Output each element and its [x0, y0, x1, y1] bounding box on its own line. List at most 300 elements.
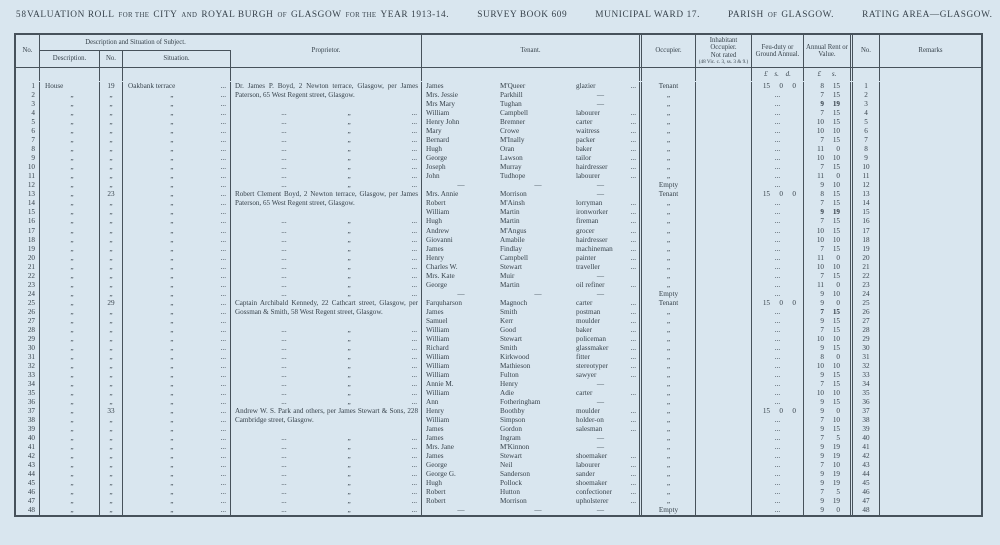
cell-remarks [880, 236, 981, 245]
cell-annual-rent [804, 199, 853, 208]
cell-annual-rent [804, 488, 853, 497]
cell-row-no: 19 [16, 245, 40, 254]
cell-situation [123, 227, 231, 236]
tenant-given-name: John [426, 172, 440, 181]
tenant-surname: Gordon [500, 424, 522, 433]
situation-text: „ [170, 379, 174, 388]
tenant-occupation: hairdresser [576, 235, 608, 244]
table-row [16, 118, 981, 127]
cell-proprietor [231, 479, 422, 488]
cell-annual-rent [804, 217, 853, 226]
cell-row-no: 4 [16, 109, 40, 118]
cell-occupier: „ [642, 254, 696, 263]
cell-situation [123, 100, 231, 109]
cell-proprietor [231, 461, 422, 470]
feu-duty-dots: ... [774, 172, 781, 181]
situation-text: „ [170, 478, 174, 487]
proprietor-ditto [231, 371, 421, 380]
cell-remarks [880, 136, 981, 145]
proprietor-dots: ... [411, 478, 417, 487]
situation-text: „ [170, 415, 174, 424]
cell-street-no: „ [100, 434, 123, 443]
feu-duty-dots: ... [774, 208, 781, 217]
cell-feu-duty [752, 389, 804, 398]
table-header-row [16, 35, 981, 68]
feu-duty-dots: ... [774, 262, 781, 271]
proprietor-ditto [231, 389, 421, 398]
feu-duty-dots: ... [774, 343, 781, 352]
tenant-given-name: James [426, 433, 444, 442]
annual-rent-value: 15 [832, 190, 840, 199]
annual-rent-value: 7 [820, 325, 824, 334]
inhabitant-line1: Inhabitant Occupier. [709, 37, 738, 52]
tenant-dots: ... [630, 298, 636, 307]
cell-occupier: Tenant [642, 190, 696, 199]
cell-description [40, 118, 100, 127]
cell-row-no: 9 [16, 154, 40, 163]
valuation-table [14, 33, 983, 517]
cell-annual-rent [804, 353, 853, 362]
cell-feu-duty [752, 208, 804, 217]
description-text: „ [70, 271, 74, 280]
cell-description [40, 335, 100, 344]
cell-row-no: 27 [16, 317, 40, 326]
feu-duty-dots: ... [774, 424, 781, 433]
cell-no-right: 43 [853, 461, 880, 470]
cell-proprietor [231, 172, 422, 181]
description-text: „ [70, 316, 74, 325]
annual-rent-value: 10 [832, 262, 840, 271]
cell-annual-rent [804, 281, 853, 290]
cell-description [40, 290, 100, 299]
cell-tenant [422, 497, 642, 506]
tenant-surname: Fulton [500, 370, 519, 379]
tenant-occupation: — [596, 505, 605, 514]
cell-annual-rent [804, 109, 853, 118]
annual-rent-value: 15 [832, 217, 840, 226]
tenant-dots: ... [630, 235, 636, 244]
cell-annual-rent [804, 380, 853, 389]
annual-rent-value: 9 [820, 298, 824, 307]
proprietor-ditto [231, 443, 421, 452]
proprietor-ditto [231, 479, 421, 488]
cell-proprietor [231, 380, 422, 389]
cell-proprietor [231, 163, 422, 172]
tenant-occupation: holder-on [576, 415, 604, 424]
tenant-dots [625, 443, 639, 452]
annual-rent-value: 15 [832, 118, 840, 127]
cell-situation [123, 371, 231, 380]
description-text: „ [70, 208, 74, 217]
annual-rent-value: 9 [820, 451, 824, 460]
cell-no-right: 37 [853, 407, 880, 416]
proprietor-dots: ... [281, 172, 287, 181]
feu-duty-dots: ... [774, 226, 781, 235]
annual-rent-value: 10 [832, 127, 840, 136]
cell-inhabitant-occupier [696, 326, 752, 335]
table-row [16, 497, 981, 506]
feu-duty-dots: ... [774, 451, 781, 460]
col-header-description-group [40, 35, 231, 67]
annual-rent-value: 7 [820, 487, 824, 496]
situation-dots: ... [220, 478, 226, 487]
cell-annual-rent [804, 245, 853, 254]
proprietor-dots: ... [281, 136, 287, 145]
tenant-surname: M'Kinnon [500, 442, 530, 451]
cell-occupier: Tenant [642, 82, 696, 91]
situation-dots: ... [220, 334, 226, 343]
situation-dots: ... [220, 154, 226, 163]
situation-text: „ [170, 406, 174, 415]
annual-rent-value: 0 [836, 253, 840, 262]
proprietor-dots: ... [281, 469, 287, 478]
units-spacer [696, 68, 752, 81]
cell-feu-duty [752, 461, 804, 470]
tenant-occupation: sawyer [576, 370, 597, 379]
cell-row-no: 31 [16, 353, 40, 362]
cell-feu-duty [752, 479, 804, 488]
cell-tenant [422, 308, 642, 317]
cell-row-no: 33 [16, 371, 40, 380]
cell-remarks [880, 263, 981, 272]
tenant-dots: ... [630, 208, 636, 217]
description-text: „ [70, 118, 74, 127]
cell-inhabitant-occupier [696, 497, 752, 506]
cell-tenant [422, 506, 642, 515]
tenant-occupation: salesman [576, 424, 603, 433]
proprietor-dots: ... [281, 253, 287, 262]
table-row [16, 236, 981, 245]
feu-duty-dots: ... [774, 118, 781, 127]
proprietor-ditto [231, 254, 421, 263]
cell-annual-rent [804, 190, 853, 199]
tenant-dots: ... [630, 460, 636, 469]
cell-remarks [880, 371, 981, 380]
description-text: „ [70, 235, 74, 244]
cell-inhabitant-occupier [696, 344, 752, 353]
cell-situation [123, 154, 231, 163]
cell-tenant [422, 217, 642, 226]
annual-rent-value: 9 [820, 100, 824, 109]
cell-inhabitant-occupier [696, 118, 752, 127]
cell-no-right: 41 [853, 443, 880, 452]
cell-tenant [422, 443, 642, 452]
tenant-dots: ... [630, 199, 636, 208]
cell-street-no: „ [100, 236, 123, 245]
situation-dots: ... [220, 127, 226, 136]
cell-tenant [422, 199, 642, 208]
cell-description [40, 344, 100, 353]
cell-proprietor [231, 406, 422, 424]
tenant-dots: ... [630, 469, 636, 478]
situation-dots: ... [220, 118, 226, 127]
cell-description [40, 461, 100, 470]
tenant-dots: ... [630, 451, 636, 460]
proprietor-dots: ... [411, 397, 417, 406]
cell-no-right: 3 [853, 100, 880, 109]
cell-description [40, 380, 100, 389]
cell-street-no: „ [100, 335, 123, 344]
tenant-occupation: baker [576, 145, 592, 154]
cell-row-no: 24 [16, 290, 40, 299]
tenant-occupation: — [596, 100, 605, 109]
title-segment: YEAR 1913-14. [380, 10, 450, 20]
tenant-occupation: hairdresser [576, 163, 608, 172]
description-text: „ [70, 298, 74, 307]
cell-row-no: 36 [16, 398, 40, 407]
tenant-occupation: baker [576, 325, 592, 334]
cell-inhabitant-occupier [696, 91, 752, 100]
annual-rent-value: 19 [832, 100, 840, 109]
cell-remarks [880, 344, 981, 353]
cell-row-no: 47 [16, 497, 40, 506]
proprietor-ditto [231, 461, 421, 470]
annual-rent-value: 15 [832, 82, 840, 91]
cell-no-right: 22 [853, 272, 880, 281]
annual-rent-value: 8 [820, 82, 824, 91]
proprietor-dots: ... [281, 334, 287, 343]
proprietor-dots: ... [281, 352, 287, 361]
tenant-dots: ... [630, 244, 636, 253]
table-row [16, 308, 981, 317]
tenant-occupation: confectioner [576, 487, 612, 496]
tenant-given-name: George [426, 460, 448, 469]
tenant-occupation: — [596, 379, 605, 388]
annual-rent-value: 0 [836, 505, 840, 514]
feu-duty-dots: ... [774, 460, 781, 469]
cell-no-right: 42 [853, 452, 880, 461]
cell-tenant [422, 416, 642, 425]
tenant-given-name: George G. [426, 469, 456, 478]
tenant-occupation: moulder [576, 406, 600, 415]
situation-text: „ [170, 298, 174, 307]
cell-feu-duty [752, 443, 804, 452]
title-segment: CITY [153, 10, 178, 20]
annual-rent-value: 15 [832, 316, 840, 325]
cell-tenant [422, 299, 642, 308]
annual-rent-value: 10 [816, 127, 824, 136]
cell-situation [123, 434, 231, 443]
table-row [16, 245, 981, 254]
tenant-occupation: labourer [576, 109, 600, 118]
description-text: „ [70, 325, 74, 334]
inhabitant-line2: Not rated [710, 51, 737, 59]
feu-duty-dots: ... [774, 469, 781, 478]
proprietor-dots: ... [281, 235, 287, 244]
tenant-occupation: labourer [576, 172, 600, 181]
proprietor-ditto-mark: „ [347, 469, 351, 478]
cell-description [40, 398, 100, 407]
title-segment: MUNICIPAL WARD 17. [595, 10, 701, 20]
cell-proprietor [231, 344, 422, 353]
tenant-dots: ... [630, 136, 636, 145]
proprietor-dots: ... [281, 217, 287, 226]
tenant-given-name: Samuel [426, 316, 448, 325]
cell-situation [123, 245, 231, 254]
cell-description [40, 470, 100, 479]
proprietor-ditto [231, 127, 421, 136]
cell-inhabitant-occupier [696, 100, 752, 109]
cell-street-no: „ [100, 479, 123, 488]
description-text: „ [70, 487, 74, 496]
cell-inhabitant-occupier [696, 82, 752, 91]
cell-street-no: „ [100, 497, 123, 506]
cell-inhabitant-occupier [696, 308, 752, 317]
cell-remarks [880, 154, 981, 163]
situation-dots: ... [220, 253, 226, 262]
cell-situation [123, 91, 231, 100]
description-text: „ [70, 469, 74, 478]
proprietor-ditto [231, 109, 421, 118]
annual-rent-value: 7 [820, 217, 824, 226]
cell-description [40, 163, 100, 172]
tenant-dots: ... [630, 415, 636, 424]
proprietor-ditto [231, 344, 421, 353]
cell-proprietor [231, 100, 422, 109]
tenant-surname: — [534, 289, 542, 298]
feu-duty-dots: ... [774, 361, 781, 370]
feu-duty-dots: ... [774, 127, 781, 136]
situation-text: „ [170, 343, 174, 352]
cell-row-no: 30 [16, 344, 40, 353]
cell-occupier: „ [642, 416, 696, 425]
cell-proprietor [231, 118, 422, 127]
cell-annual-rent [804, 479, 853, 488]
cell-row-no: 38 [16, 416, 40, 425]
cell-annual-rent [804, 506, 853, 515]
proprietor-dots: ... [411, 442, 417, 451]
cell-street-no: „ [100, 118, 123, 127]
cell-inhabitant-occupier [696, 109, 752, 118]
annual-rent-value: 11 [817, 172, 824, 181]
cell-street-no: „ [100, 308, 123, 317]
proprietor-dots: ... [411, 370, 417, 379]
proprietor-dots: ... [411, 496, 417, 505]
cell-street-no: „ [100, 199, 123, 208]
proprietor-dots: ... [281, 109, 287, 118]
col-header-inhabitant-occupier [696, 35, 752, 67]
cell-proprietor [231, 398, 422, 407]
cell-no-right: 31 [853, 353, 880, 362]
cell-annual-rent [804, 389, 853, 398]
proprietor-dots: ... [411, 469, 417, 478]
cell-proprietor [231, 371, 422, 380]
tenant-surname: Martin [500, 280, 520, 289]
cell-occupier: „ [642, 172, 696, 181]
cell-street-no: „ [100, 344, 123, 353]
tenant-given-name: Ann [426, 397, 439, 406]
tenant-occupation: postman [576, 307, 601, 316]
cell-remarks [880, 407, 981, 416]
proprietor-ditto-mark: „ [347, 496, 351, 505]
tenant-surname: Good [500, 325, 516, 334]
proprietor-ditto-mark: „ [347, 442, 351, 451]
tenant-occupation: carter [576, 298, 593, 307]
proprietor-dots: ... [411, 253, 417, 262]
cell-feu-duty [752, 434, 804, 443]
cell-situation [123, 425, 231, 434]
situation-text: „ [170, 289, 174, 298]
tenant-dots: ... [630, 118, 636, 127]
title-segment: GLASGOW. [781, 10, 835, 20]
cell-proprietor [231, 425, 422, 434]
proprietor-dots: ... [411, 262, 417, 271]
cell-no-right: 36 [853, 398, 880, 407]
cell-annual-rent [804, 227, 853, 236]
cell-annual-rent [804, 208, 853, 217]
cell-proprietor [231, 272, 422, 281]
cell-occupier: „ [642, 488, 696, 497]
cell-street-no: 29 [100, 299, 123, 308]
proprietor-dots: ... [411, 244, 417, 253]
tenant-occupation: fitter [576, 352, 590, 361]
cell-proprietor [231, 145, 422, 154]
annual-rent-value: 0 [836, 406, 840, 415]
feu-duty-dots: ... [774, 235, 781, 244]
cell-description [40, 506, 100, 515]
cell-no-right: 30 [853, 344, 880, 353]
situation-text: „ [170, 181, 174, 190]
cell-situation [123, 488, 231, 497]
cell-proprietor [231, 335, 422, 344]
proprietor-ditto-mark: „ [347, 352, 351, 361]
tenant-occupation: lorryman [576, 199, 603, 208]
cell-annual-rent [804, 236, 853, 245]
tenant-surname: Parkhill [500, 91, 523, 100]
tenant-given-name: Farquharson [426, 298, 462, 307]
cell-occupier: Empty [642, 181, 696, 190]
feu-duty-value: 0 [779, 298, 783, 307]
cell-remarks [880, 317, 981, 326]
cell-row-no: 29 [16, 335, 40, 344]
table-row [16, 362, 981, 371]
cell-remarks [880, 290, 981, 299]
cell-row-no: 28 [16, 326, 40, 335]
cell-street-no: „ [100, 272, 123, 281]
title-segment: PARISH [728, 10, 764, 20]
annual-rent-value: 9 [820, 478, 824, 487]
description-text: House [45, 82, 64, 91]
col-header-tenant: Tenant. [422, 35, 642, 67]
cell-tenant [422, 470, 642, 479]
situation-dots: ... [220, 82, 226, 91]
units-spacer [231, 68, 422, 81]
feu-duty-dots: ... [774, 109, 781, 118]
cell-situation [123, 344, 231, 353]
feu-duty-dots: ... [774, 100, 781, 109]
cell-no-right: 18 [853, 236, 880, 245]
title-segment: RATING AREA—GLASGOW. [862, 10, 993, 20]
units-spacer [642, 68, 696, 81]
cell-annual-rent [804, 470, 853, 479]
table-row [16, 91, 981, 100]
cell-row-no: 44 [16, 470, 40, 479]
tenant-given-name: Joseph [426, 163, 446, 172]
annual-rent-value: 7 [820, 91, 824, 100]
cell-street-no: „ [100, 145, 123, 154]
situation-text: „ [170, 118, 174, 127]
situation-dots: ... [220, 217, 226, 226]
feu-duty-dots: ... [774, 163, 781, 172]
cell-occupier: „ [642, 362, 696, 371]
col-header-remarks: Remarks [918, 47, 943, 55]
feu-duty-value: 15 [762, 82, 770, 91]
cell-inhabitant-occupier [696, 416, 752, 425]
proprietor-dots: ... [281, 361, 287, 370]
cell-row-no: 40 [16, 434, 40, 443]
annual-rent-value: 15 [832, 370, 840, 379]
tenant-given-name: James [426, 82, 444, 91]
